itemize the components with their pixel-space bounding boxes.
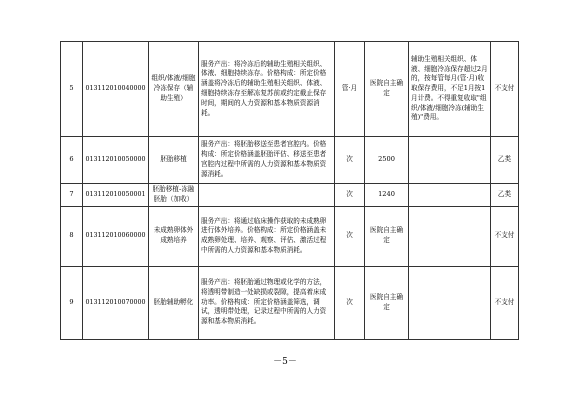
insurance-payment: 不支付	[491, 266, 519, 339]
price: 医院自主确定	[365, 266, 409, 339]
price: 2500	[365, 137, 409, 184]
table-row	[61, 42, 519, 137]
price: 1240	[365, 184, 409, 207]
item-name: 胚胎移植-冻融胚胎（加收）	[149, 184, 199, 207]
pricing-note	[409, 206, 491, 266]
insurance-payment: 乙类	[491, 137, 519, 184]
item-code: 013112010040000	[83, 42, 149, 137]
price: 医院自主确定	[365, 206, 409, 266]
fee-schedule-table	[60, 41, 519, 340]
table-row	[61, 184, 519, 207]
item-name: 胚胎移植	[149, 137, 199, 184]
table-row	[61, 137, 519, 184]
insurance-payment: 乙类	[491, 184, 519, 207]
item-code: 013112010050000	[83, 137, 149, 184]
pricing-unit: 次	[335, 266, 365, 339]
row-index: 5	[61, 42, 83, 137]
row-index: 9	[61, 266, 83, 339]
item-name: 组织/体液/细胞冷冻保存（辅助生殖）	[149, 42, 199, 137]
item-code: 013112010070000	[83, 266, 149, 339]
insurance-payment: 不支付	[491, 42, 519, 137]
table-row	[61, 206, 519, 266]
service-content: 服务产出：将通过临床操作获取的未成熟卵进行体外培养。价格构成：所定价格涵盖未成熟卵处理、培养、观察、评估、激活过程中所需的人力资源和基本物质消耗。	[199, 206, 335, 266]
pricing-unit: 次	[335, 206, 365, 266]
pricing-note	[409, 184, 491, 207]
pricing-unit: 次	[335, 184, 365, 207]
price: 医院自主确定	[365, 42, 409, 137]
insurance-payment: 不支付	[491, 206, 519, 266]
row-index: 7	[61, 184, 83, 207]
service-content	[199, 184, 335, 207]
pricing-unit: 次	[335, 137, 365, 184]
item-name: 未成熟卵体外成熟培养	[149, 206, 199, 266]
table-row	[61, 266, 519, 339]
row-index: 8	[61, 206, 83, 266]
pricing-note	[409, 266, 491, 339]
row-index: 6	[61, 137, 83, 184]
item-code: 013112010060000	[83, 206, 149, 266]
service-content: 服务产出：将胚胎移送至患者宫腔内。价格构成：所定价格涵盖胚胎评估、移送至患者宫腔内过程中所需的人力资源和基本物质资源消耗。	[199, 137, 335, 184]
service-content: 服务产出：将冷冻后的辅助生殖相关组织、体液、细胞持续冻存。价格构成：所定价格涵盖将冷冻后的辅助生殖相关组织、体液、细胞持续冻存至解冻复苏前或约定截止保存时间，期间的人力资源和基本物质资源消耗。	[199, 42, 335, 137]
item-code: 013112010050001	[83, 184, 149, 207]
pricing-note	[409, 137, 491, 184]
item-name: 胚胎辅助孵化	[149, 266, 199, 339]
page-number: －5－	[273, 357, 297, 367]
pricing-unit: 管·月	[335, 42, 365, 137]
pricing-note: 辅助生殖相关组织、体液、细胞冷冻保存超过2月的，按每管每月(管·月)收取保存费用，不足1月按1月计费。不得重复收取"组织/体液/细胞冷冻(辅助生殖)"费用。	[409, 42, 491, 137]
service-content: 服务产出：将胚胎通过物理或化学的方法，将透明带制造一处缺损或裂隙，提高着床成功率。价格构成：所定价格涵盖筛选，调试，透明带处理，记录过程中所需的人力资源和基本物质消耗。	[199, 266, 335, 339]
